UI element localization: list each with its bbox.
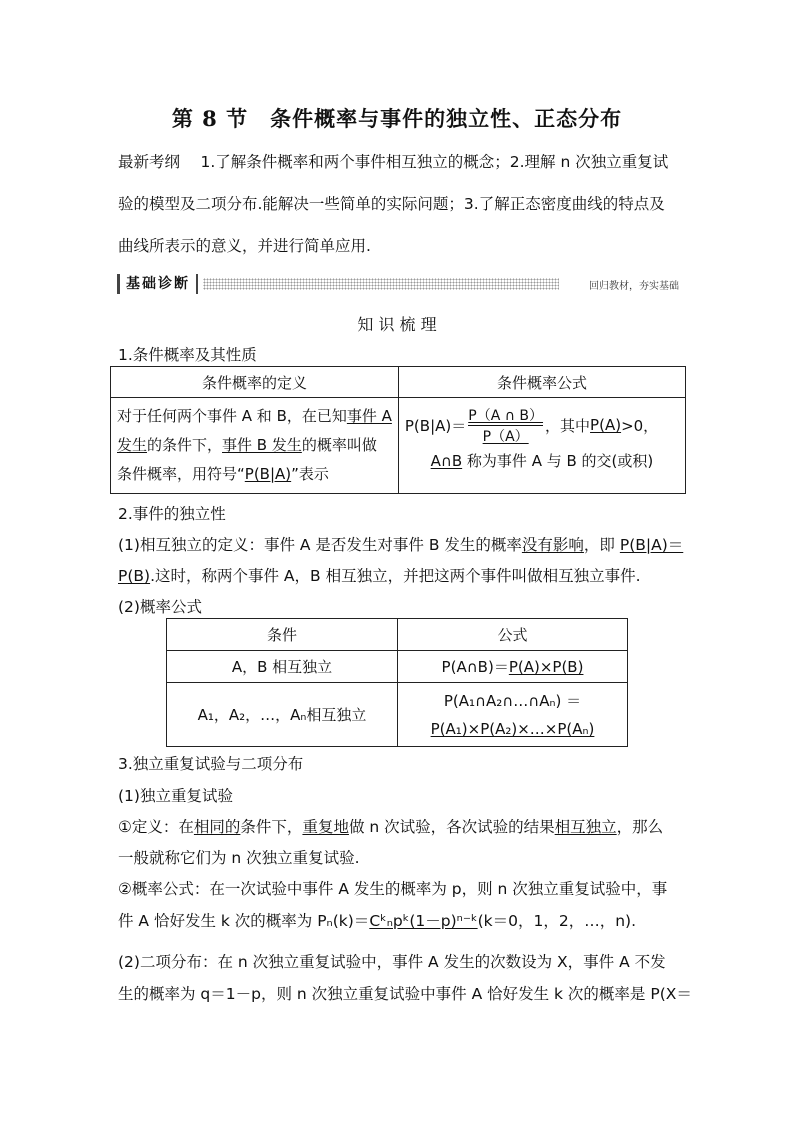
s3-def-line1 — [118, 815, 663, 837]
formula-denominator — [468, 425, 543, 446]
def-text-2b: 的条件下， — [147, 436, 223, 454]
s2-p2-a: P(B) — [118, 567, 151, 585]
s2-r1c1: A，B 相互独立 — [167, 651, 398, 683]
s3-f2-a: 件 A 恰好发生 k 次的概率为 Pₙ(k)＝ — [118, 912, 370, 930]
s1-definition-cell — [111, 398, 399, 494]
s3-sub1: (1)独立重复试验 — [118, 787, 233, 805]
banner-label: 基础诊断 — [117, 274, 198, 294]
formula-note — [405, 450, 679, 471]
s3-d1-c: 条件下， — [240, 818, 303, 836]
s2-col1-header: 条件 — [167, 619, 398, 651]
s2-p1-c: ，即 — [583, 536, 620, 554]
s3-d1-f: 相互独立 — [554, 818, 617, 836]
page-title: 第 8 节 条件概率与事件的独立性、正态分布 — [171, 106, 623, 131]
formula-row — [405, 402, 679, 448]
s1-col1-header: 条件概率的定义 — [111, 367, 399, 398]
s3-f2-c: (k＝0，1，2，…，n). — [477, 912, 637, 930]
s1-col2-header: 条件概率公式 — [398, 367, 685, 398]
conditional-probability-table — [110, 366, 686, 494]
s2-p3: (2)概率公式 — [118, 598, 202, 616]
def-text-1b: 事件 A — [346, 407, 392, 425]
outline-line-3: 曲线所表示的意义，并进行简单应用. — [118, 237, 371, 255]
def-text-3c: ”表示 — [291, 465, 329, 483]
def-text-1a: 对于任何两个事件 A 和 B，在已知 — [117, 407, 347, 425]
s2-p1-b: 没有影响 — [521, 536, 584, 554]
s3-def-line2: 一般就称它们为 n 次独立重复试验. — [118, 849, 360, 867]
def-text-3a: 条件概率，用符号“ — [117, 465, 245, 483]
formula-fraction — [468, 405, 543, 446]
s3-formula-line2 — [118, 909, 636, 931]
s1-formula-cell — [398, 398, 685, 494]
s2-p2 — [118, 564, 641, 586]
s3-heading: 3.独立重复试验与二项分布 — [118, 755, 304, 773]
formula-numerator: P（A ∩ B） — [468, 407, 544, 424]
formula-lhs: P(B|A)＝ — [404, 416, 467, 435]
s2-r2c2-line1: P(A₁∩A₂∩…∩Aₙ) ＝ — [443, 691, 582, 710]
outline-label: 最新考纲 — [118, 153, 181, 171]
s3-d1-e: 做 n 次试验，各次试验的结果 — [348, 818, 555, 836]
s3-binomial-line1: (2)二项分布：在 n 次独立重复试验中，事件 A 发生的次数设为 X，事件 A 不发 — [118, 953, 666, 971]
s2-p1-d: P(B|A)＝ — [619, 536, 684, 554]
s2-p2-b: .这时，称两个事件 A，B 相互独立，并把这两个事件叫做相互独立事件. — [150, 567, 641, 585]
def-text-3b: P(B|A) — [244, 465, 292, 483]
formula-cond-a: ，其中 — [545, 416, 591, 435]
section-heading: 知 识 梳 理 — [357, 315, 437, 334]
banner-dots — [203, 278, 559, 290]
s2-r2c2 — [398, 683, 628, 747]
def-text-2d: 的概率叫做 — [301, 436, 377, 454]
independence-table — [166, 618, 628, 747]
section-banner — [117, 274, 679, 294]
s2-r1c2-a: P(A∩B)＝ — [441, 658, 509, 676]
s2-heading: 2.事件的独立性 — [118, 505, 226, 523]
formula-cond-c: >0， — [621, 416, 659, 435]
outline-text-1: 1.了解条件概率和两个事件相互独立的概念；2.理解 n 次独立重复试 — [200, 153, 669, 171]
s2-r2c2-line2: P(A₁)×P(A₂)×…×P(Aₙ) — [430, 719, 595, 738]
outline-line-2: 验的模型及二项分布.能解决一些简单的实际问题；3.了解正态密度曲线的特点及 — [118, 195, 665, 213]
formula-note-a: A∩B — [430, 452, 463, 470]
s2-r1c2-b: P(A)×P(B) — [508, 658, 584, 676]
formula-cond-b: P(A) — [590, 416, 622, 434]
banner-right-text: 回归教材，夯实基础 — [589, 281, 679, 292]
s2-r1c2 — [398, 651, 628, 683]
def-text-2c: 事件 B 发生 — [222, 436, 302, 454]
def-text-2a: 发生 — [117, 436, 148, 454]
s2-col2-header: 公式 — [398, 619, 628, 651]
s1-heading: 1.条件概率及其性质 — [118, 346, 257, 364]
s3-f2-b: Cᵏₙpᵏ(1－p)ⁿ⁻ᵏ — [369, 912, 478, 930]
s2-p1 — [118, 533, 683, 555]
s2-p1-a: (1)相互独立的定义：事件 A 是否发生对事件 B 发生的概率 — [118, 536, 522, 554]
outline-line-1 — [118, 150, 668, 172]
s3-d1-a: ①定义：在 — [118, 818, 194, 836]
formula-denominator-text: P（A） — [482, 428, 529, 445]
formula-note-b: 称为事件 A 与 B 的交(或积) — [462, 452, 654, 470]
s3-binomial-line2: 生的概率为 q＝1－p，则 n 次独立重复试验中事件 A 恰好发生 k 次的概率是 P(X＝ — [118, 985, 692, 1003]
s3-formula-line1: ②概率公式：在一次试验中事件 A 发生的概率为 p，则 n 次独立重复试验中，事 — [118, 880, 668, 898]
s2-r2c1: A₁，A₂，…，Aₙ相互独立 — [167, 683, 398, 747]
s3-d1-g: ，那么 — [616, 818, 664, 836]
s3-d1-d: 重复地 — [302, 818, 349, 836]
s3-d1-b: 相同的 — [193, 818, 241, 836]
